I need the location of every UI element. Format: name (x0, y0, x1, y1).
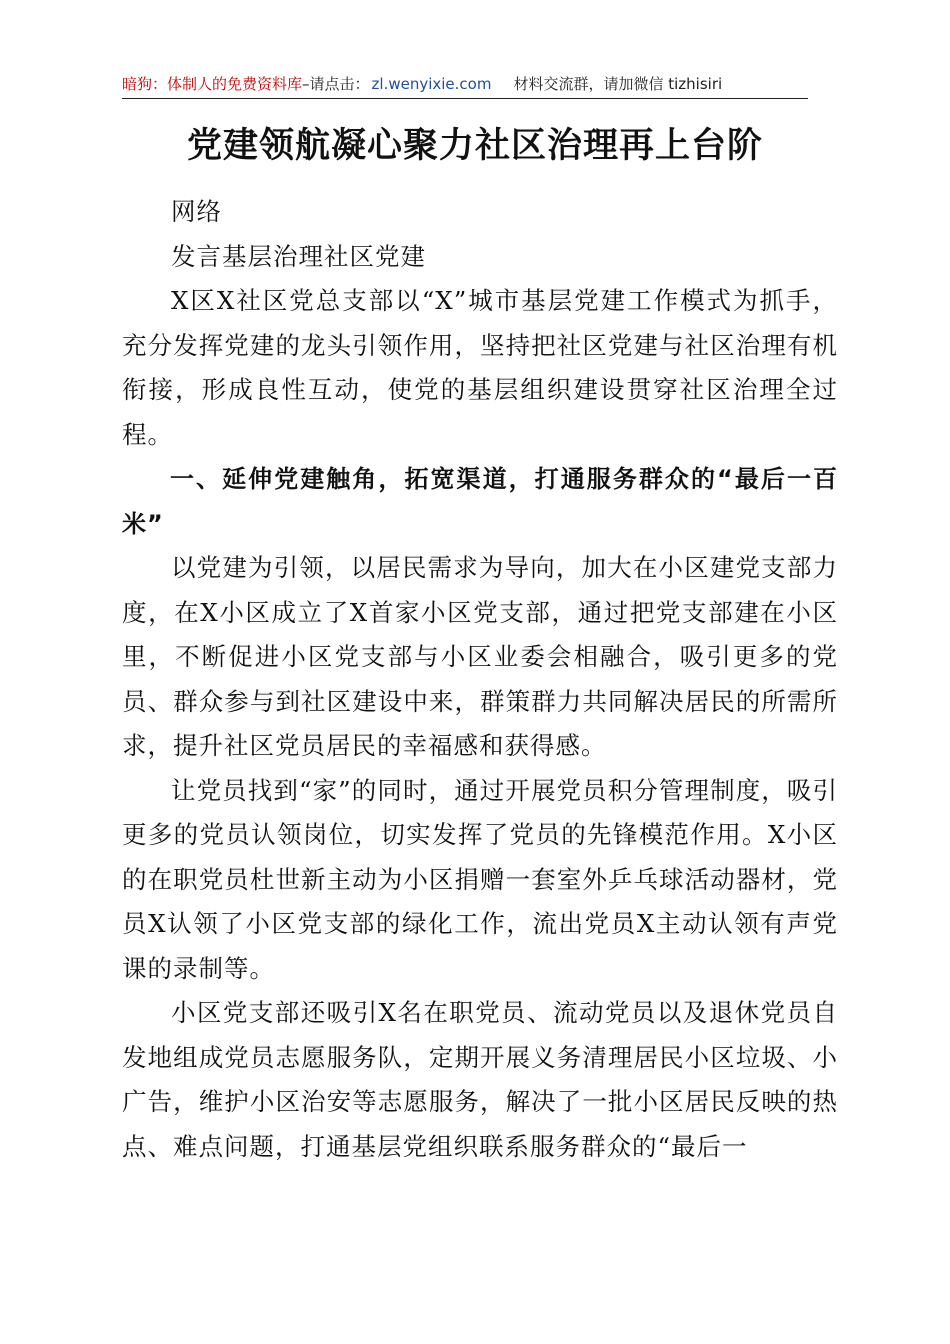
header-brand: 暗狗：体制人的免费资料库 (122, 75, 303, 93)
header-group-info: 材料交流群，请加微信 tizhisiri (513, 75, 723, 93)
section-heading-1: 一、延伸党建触角，拓宽渠道，打通服务群众的“最后一百米” (122, 465, 838, 538)
intro-paragraph: X区X社区党总支部以“X”城市基层党建工作模式为抓手，充分发挥党建的龙头引领作用，坚持把社区党建与社区治理有机衔接，形成良性互动，使党的基层组织建设贯穿社区治理全过程。 (122, 286, 838, 449)
document-title: 党建领航凝心聚力社区治理再上台阶 (186, 125, 763, 166)
source-line: 网络 (171, 197, 222, 226)
body-paragraph-3: 小区党支部还吸引X名在职党员、流动党员以及退休党员自发地组成党员志愿服务队，定期开展义务清理居民小区垃圾、小广告，维护小区治安等志愿服务，解决了一批小区居民反映的热点、难点问题，打通基层党组织联系服务群众的“最后一 (122, 998, 838, 1161)
body-paragraph-1: 以党建为引领，以居民需求为导向，加大在小区建党支部力度，在X小区成立了X首家小区党支部，通过把党支部建在小区里，不断促进小区党支部与小区业委会相融合，吸引更多的党员、群众参与到社区建设中来，群策群力共同解决居民的所需所求，提升社区党员居民的幸福感和获得感。 (122, 553, 838, 760)
page-header (122, 74, 808, 99)
tags-line: 发言基层治理社区党建 (171, 241, 426, 271)
document-body (122, 190, 838, 1169)
header-url-link[interactable]: zl.wenyixie.com (371, 75, 492, 93)
header-prompt: –请点击： (302, 75, 370, 93)
body-paragraph-2: 让党员找到“家”的同时，通过开展党员积分管理制度，吸引更多的党员认领岗位，切实发挥了党员的先锋模范作用。X小区的在职党员杜世新主动为小区捐赠一套室外乒乓球活动器材，党员X认领了小区党支部的绿化工作，流出党员X主动认领有声党课的录制等。 (122, 775, 838, 983)
